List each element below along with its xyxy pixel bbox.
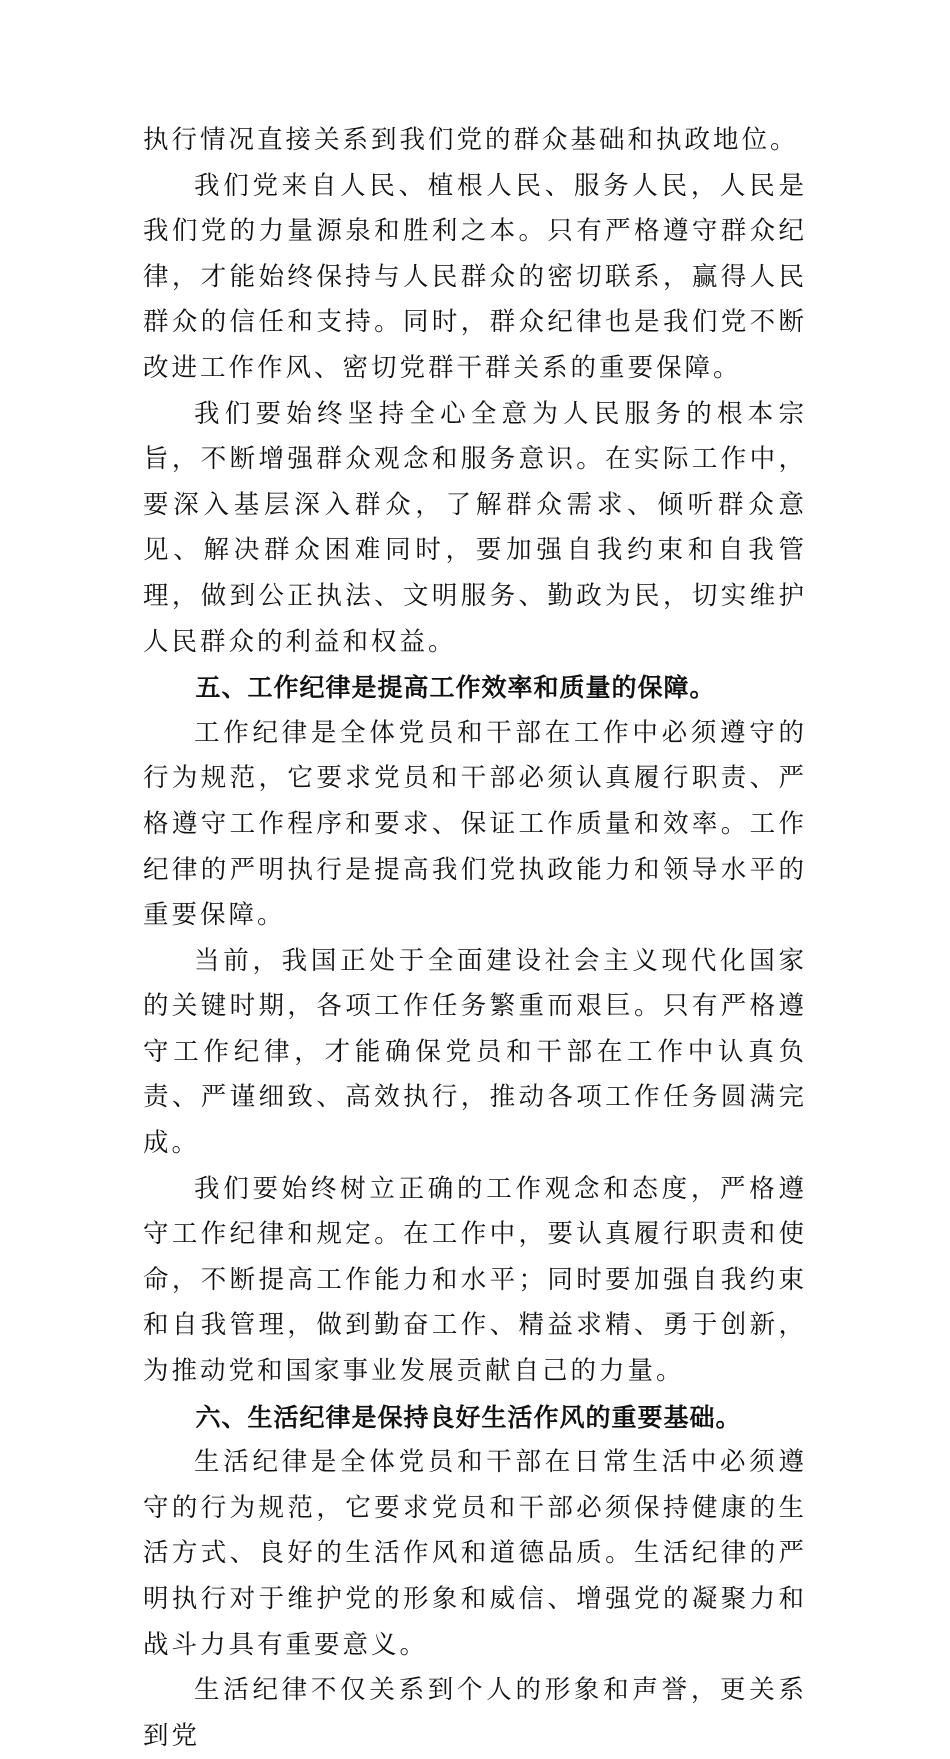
paragraph: 执行情况直接关系到我们党的群众基础和执政地位。: [143, 125, 799, 155]
section-heading: 六、生活纪律是保持良好生活作风的重要基础。: [195, 1402, 742, 1432]
section-heading: 五、工作纪律是提高工作效率和质量的保障。: [195, 673, 716, 703]
paragraph: 我们要始终坚持全心全意为人民服务的根本宗旨，不断增强群众观念和服务意识。在实际工作中，要深入基层深入群众，了解群众需求、倾听群众意见、解决群众困难同时，要加强自我约束和自我管理，做到公正执法、文明服务、勤政为民，切实维护人民群众的利益和权益。: [143, 398, 807, 657]
document-page: [143, 118, 807, 1759]
paragraph: 工作纪律是全体党员和干部在工作中必须遵守的行为规范，它要求党员和干部必须认真履行职责、严格遵守工作程序和要求、保证工作质量和效率。工作纪律的严明执行是提高我们党执政能力和领导水平的重要保障。: [143, 717, 807, 931]
paragraph: 当前，我国正处于全面建设社会主义现代化国家的关键时期，各项工作任务繁重而艰巨。只有严格遵守工作纪律，才能确保党员和干部在工作中认真负责、严谨细致、高效执行，推动各项工作任务圆满完成。: [143, 945, 807, 1159]
paragraph: 生活纪律是全体党员和干部在日常生活中必须遵守的行为规范，它要求党员和干部必须保持健康的生活方式、良好的生活作风和道德品质。生活纪律的严明执行对于维护党的形象和威信、增强党的凝聚力和战斗力具有重要意义。: [143, 1447, 807, 1660]
paragraph: 我们要始终树立正确的工作观念和态度，严格遵守工作纪律和规定。在工作中，要认真履行职责和使命，不断提高工作能力和水平；同时要加强自我约束和自我管理，做到勤奋工作、精益求精、勇于创新，为推动党和国家事业发展贡献自己的力量。: [143, 1173, 807, 1387]
paragraph: 生活纪律不仅关系到个人的形象和声誉，更关系到党: [143, 1675, 807, 1751]
paragraph: 我们党来自人民、植根人民、服务人民，人民是我们党的力量源泉和胜利之本。只有严格遵守群众纪律，才能始终保持与人民群众的密切联系，赢得人民群众的信任和支持。同时，群众纪律也是我们党不断改进工作作风、密切党群干群关系的重要保障。: [143, 170, 807, 383]
